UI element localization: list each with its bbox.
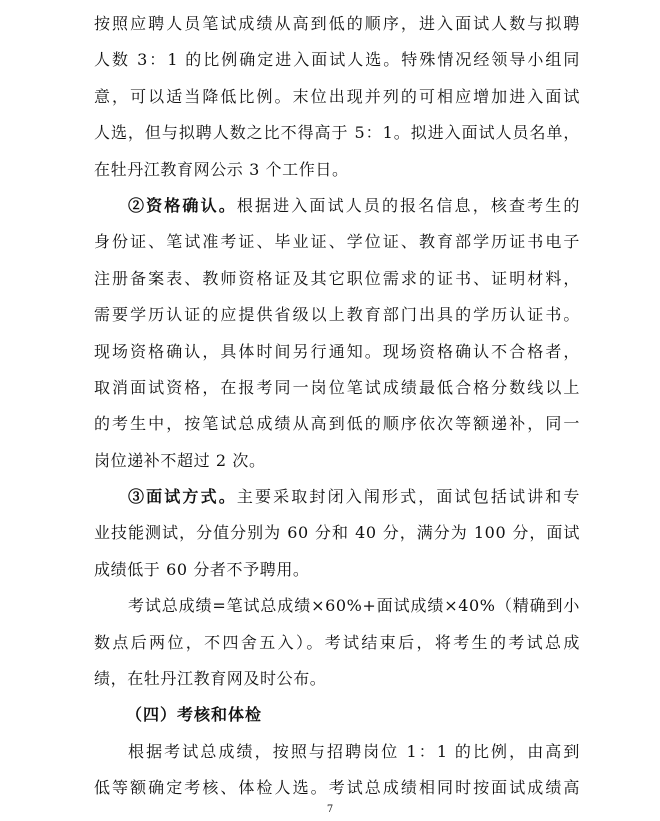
text-line [94,188,580,224]
document-body [94,6,580,807]
paragraph-total-score [94,588,580,697]
text-line: 业技能测试，分值分别为 60 分和 40 分，满分为 100 分，面试 [94,523,580,543]
text-line: 按照应聘人员笔试成绩从高到低的顺序，进入面试人数与拟聘 [94,14,580,33]
text-line: 成绩低于 60 分者不予聘用。 [94,559,310,579]
text-line: 现场资格确认，具体时间另行通知。现场资格确认不合格者， [94,341,580,361]
text-line: 考试总成绩=笔试总成绩×60%+面试成绩×40%（精确到小 [128,596,580,616]
text-line: 的考生中，按笔试总成绩从高到低的顺序依次等额递补，同一 [94,414,580,434]
text-line: 绩，在牡丹江教育网及时公布。 [94,669,327,689]
item-text: 根据进入面试人员的报名信息，核查考生的 [236,195,580,215]
paragraph-interview-shortlist [94,6,580,188]
text-line: 数点后两位，不四舍五入）。考试结束后，将考生的考试总成 [94,632,580,652]
text-line: 低等额确定考核、体检人选。考试总成绩相同时按面试成绩高 [94,778,580,798]
text-line: 取消面试资格，在报考同一岗位笔试成绩最低合格分数线以上 [94,377,580,397]
section-heading: （四）考核和体检 [126,705,263,725]
text-line: 需要学历认证的应提供省级以上教育部门出具的学历认证书。 [94,305,580,325]
item-heading: ③面试方式。 [128,487,237,507]
text-line: 根据考试总成绩，按照与招聘岗位 1：1 的比例，由高到 [128,741,580,761]
text-line: 在牡丹江教育网公示 3 个工作日。 [94,159,349,179]
text-line: 人选，但与拟聘人数之比不得高于 5：1。拟进入面试人员名单， [94,123,580,143]
text-line: 意，可以适当降低比例。末位出现并列的可相应增加进入面试 [94,86,580,106]
text-line: 注册备案表、教师资格证及其它职位需求的证书、证明材料， [94,268,580,288]
text-line: 岗位递补不超过 2 次。 [94,450,266,470]
item-text: 主要采取封闭入闱形式，面试包括试讲和专 [236,487,580,507]
paragraph-assessment-checkup [94,734,580,807]
text-line: 人数 3：1 的比例确定进入面试人选。特殊情况经领导小组同 [94,50,580,70]
paragraph-interview-method [94,479,580,588]
text-line [94,479,580,515]
paragraph-qualification-check [94,188,580,479]
item-heading: ②资格确认。 [128,195,237,215]
text-line: 身份证、笔试准考证、毕业证、学位证、教育部学历证书电子 [94,232,580,252]
page-number: 7 [326,804,334,815]
